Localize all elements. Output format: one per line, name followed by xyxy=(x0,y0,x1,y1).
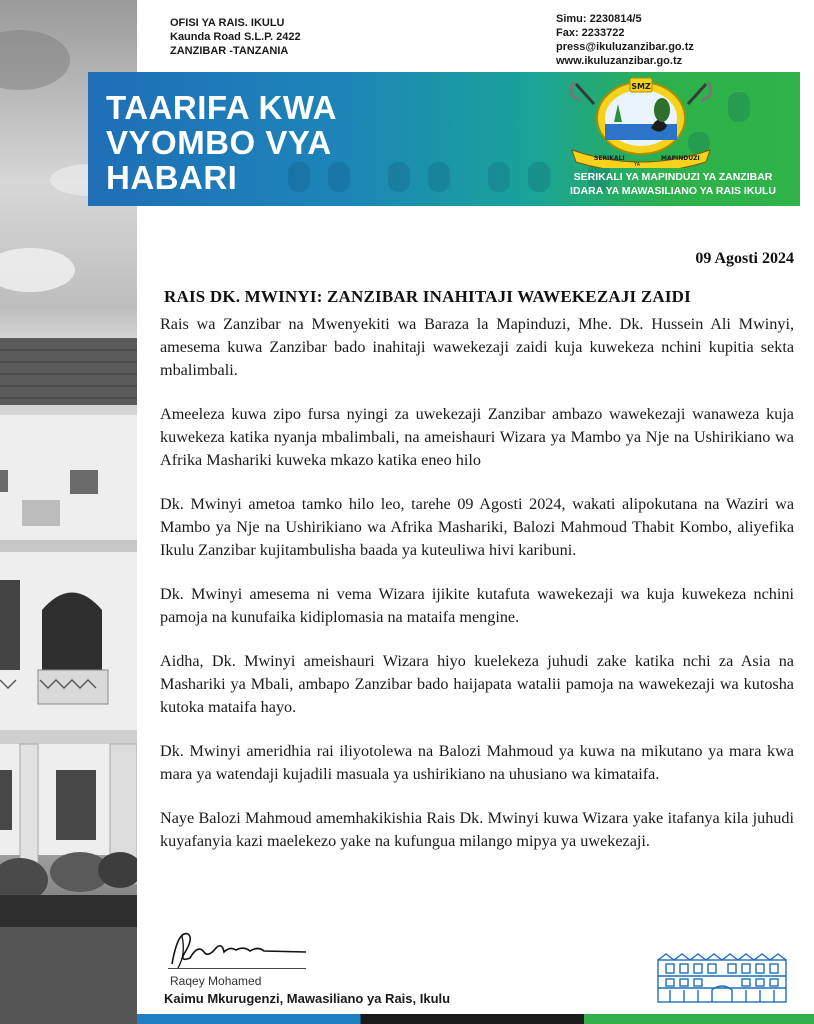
fax: Fax: 2233722 xyxy=(556,27,625,39)
paragraph: Dk. Mwinyi amesema ni vema Wizara ijikite kutafuta wawekezaji wa kuja kuwekeza nchini pamoja na kunufaika kidiplomasia na mataifa mengine. xyxy=(160,585,794,626)
phone: Simu: 2230814/5 xyxy=(556,13,642,25)
address-line: OFISI YA RAIS. IKULU xyxy=(170,17,285,29)
press-release-body xyxy=(160,313,794,874)
signature-line xyxy=(168,968,306,969)
headline: RAIS DK. MWINYI: ZANZIBAR INAHITAJI WAWEKEZAJI ZAIDI xyxy=(164,287,691,306)
svg-text:MAPINDUZI: MAPINDUZI xyxy=(661,155,700,162)
paragraph: Ameeleza kuwa zipo fursa nyingi za uwekezaji Zanzibar ambazo wawekezaji wanaweza kuja kuwekeza katika nyanja mbalimbali, na ameishauri Wizara ya Mambo ya Nje na Ushirikiano wa Afrika Mashariki kuweka mkazo katika eneo hilo xyxy=(160,405,794,469)
signatory-title: Kaimu Mkurugenzi, Mawasiliano ya Rais, Ikulu xyxy=(164,991,451,1006)
subtitle-line: SERIKALI YA MAPINDUZI YA ZANZIBAR xyxy=(573,171,773,183)
title-line: HABARI xyxy=(106,159,238,196)
press-release-banner xyxy=(88,72,800,206)
address-line: ZANZIBAR -TANZANIA xyxy=(170,45,289,57)
zanzibar-coat-of-arms-icon xyxy=(556,74,726,168)
banner-title xyxy=(106,90,337,195)
office-address xyxy=(170,16,301,58)
handwritten-signature xyxy=(164,924,314,972)
paragraph: Rais wa Zanzibar na Mwenyekiti wa Baraza la Mapinduzi, Mhe. Dk. Hussein Ali Mwinyi, amesema kuwa Zanzibar bado inahitaji wawekezaji zaidi kuja kuwekeza nchini kupitia sekta mbalimbali. xyxy=(160,315,794,379)
email[interactable]: press@ikuluzanzibar.go.tz xyxy=(556,41,694,53)
release-date: 09 Agosti 2024 xyxy=(695,250,794,267)
svg-text:YA: YA xyxy=(634,162,641,168)
title-line: TAARIFA KWA xyxy=(106,89,337,126)
website[interactable]: www.ikuluzanzibar.go.tz xyxy=(556,55,683,67)
address-line: Kaunda Road S.L.P. 2422 xyxy=(170,31,301,43)
paragraph: Naye Balozi Mahmoud amemhakikishia Rais Dk. Mwinyi kuwa Wizara yake itafanya kila juhudi kuyafanyia kazi maelekezo yake na kufungua milango mipya ya uwekezaji. xyxy=(160,809,794,850)
paragraph: Aidha, Dk. Mwinyi ameishauri Wizara hiyo kuelekeza juhudi zake katika nchi za Asia na Mashariki ya Mbali, ambapo Zanzibar bado haijapata watalii pamoja na wawekezaji wa kutosha kutoka mataifa hayo. xyxy=(160,652,794,716)
signatory-name: Raqey Mohamed xyxy=(170,974,262,988)
subtitle-line: IDARA YA MAWASILIANO YA RAIS IKULU xyxy=(570,185,776,197)
footer-color-bar xyxy=(137,1014,814,1024)
banner-subtitle xyxy=(570,170,776,198)
svg-text:SERIKALI: SERIKALI xyxy=(594,155,625,162)
contact-info xyxy=(556,12,694,68)
paragraph: Dk. Mwinyi ametoa tamko hilo leo, tarehe 09 Agosti 2024, wakati alipokutana na Waziri wa Mambo ya Nje na Ushirikiano wa Afrika Mashariki, Balozi Mahmoud Thabit Kombo, aliyefika Ikulu Zanzibar kujitambulisha baada ya kuteuliwa hivi karibuni. xyxy=(160,495,794,559)
title-line: VYOMBO VYA xyxy=(106,124,332,161)
paragraph: Dk. Mwinyi ameridhia rai iliyotolewa na Balozi Mahmoud ya kuwa na mikutano ya mara kwa mara ya watendaji kujadili masuala ya ushirikiano na uhusiano wa kimataifa. xyxy=(160,742,794,783)
ikulu-building-icon xyxy=(654,946,790,1004)
emblem-text: SMZ xyxy=(631,82,651,91)
